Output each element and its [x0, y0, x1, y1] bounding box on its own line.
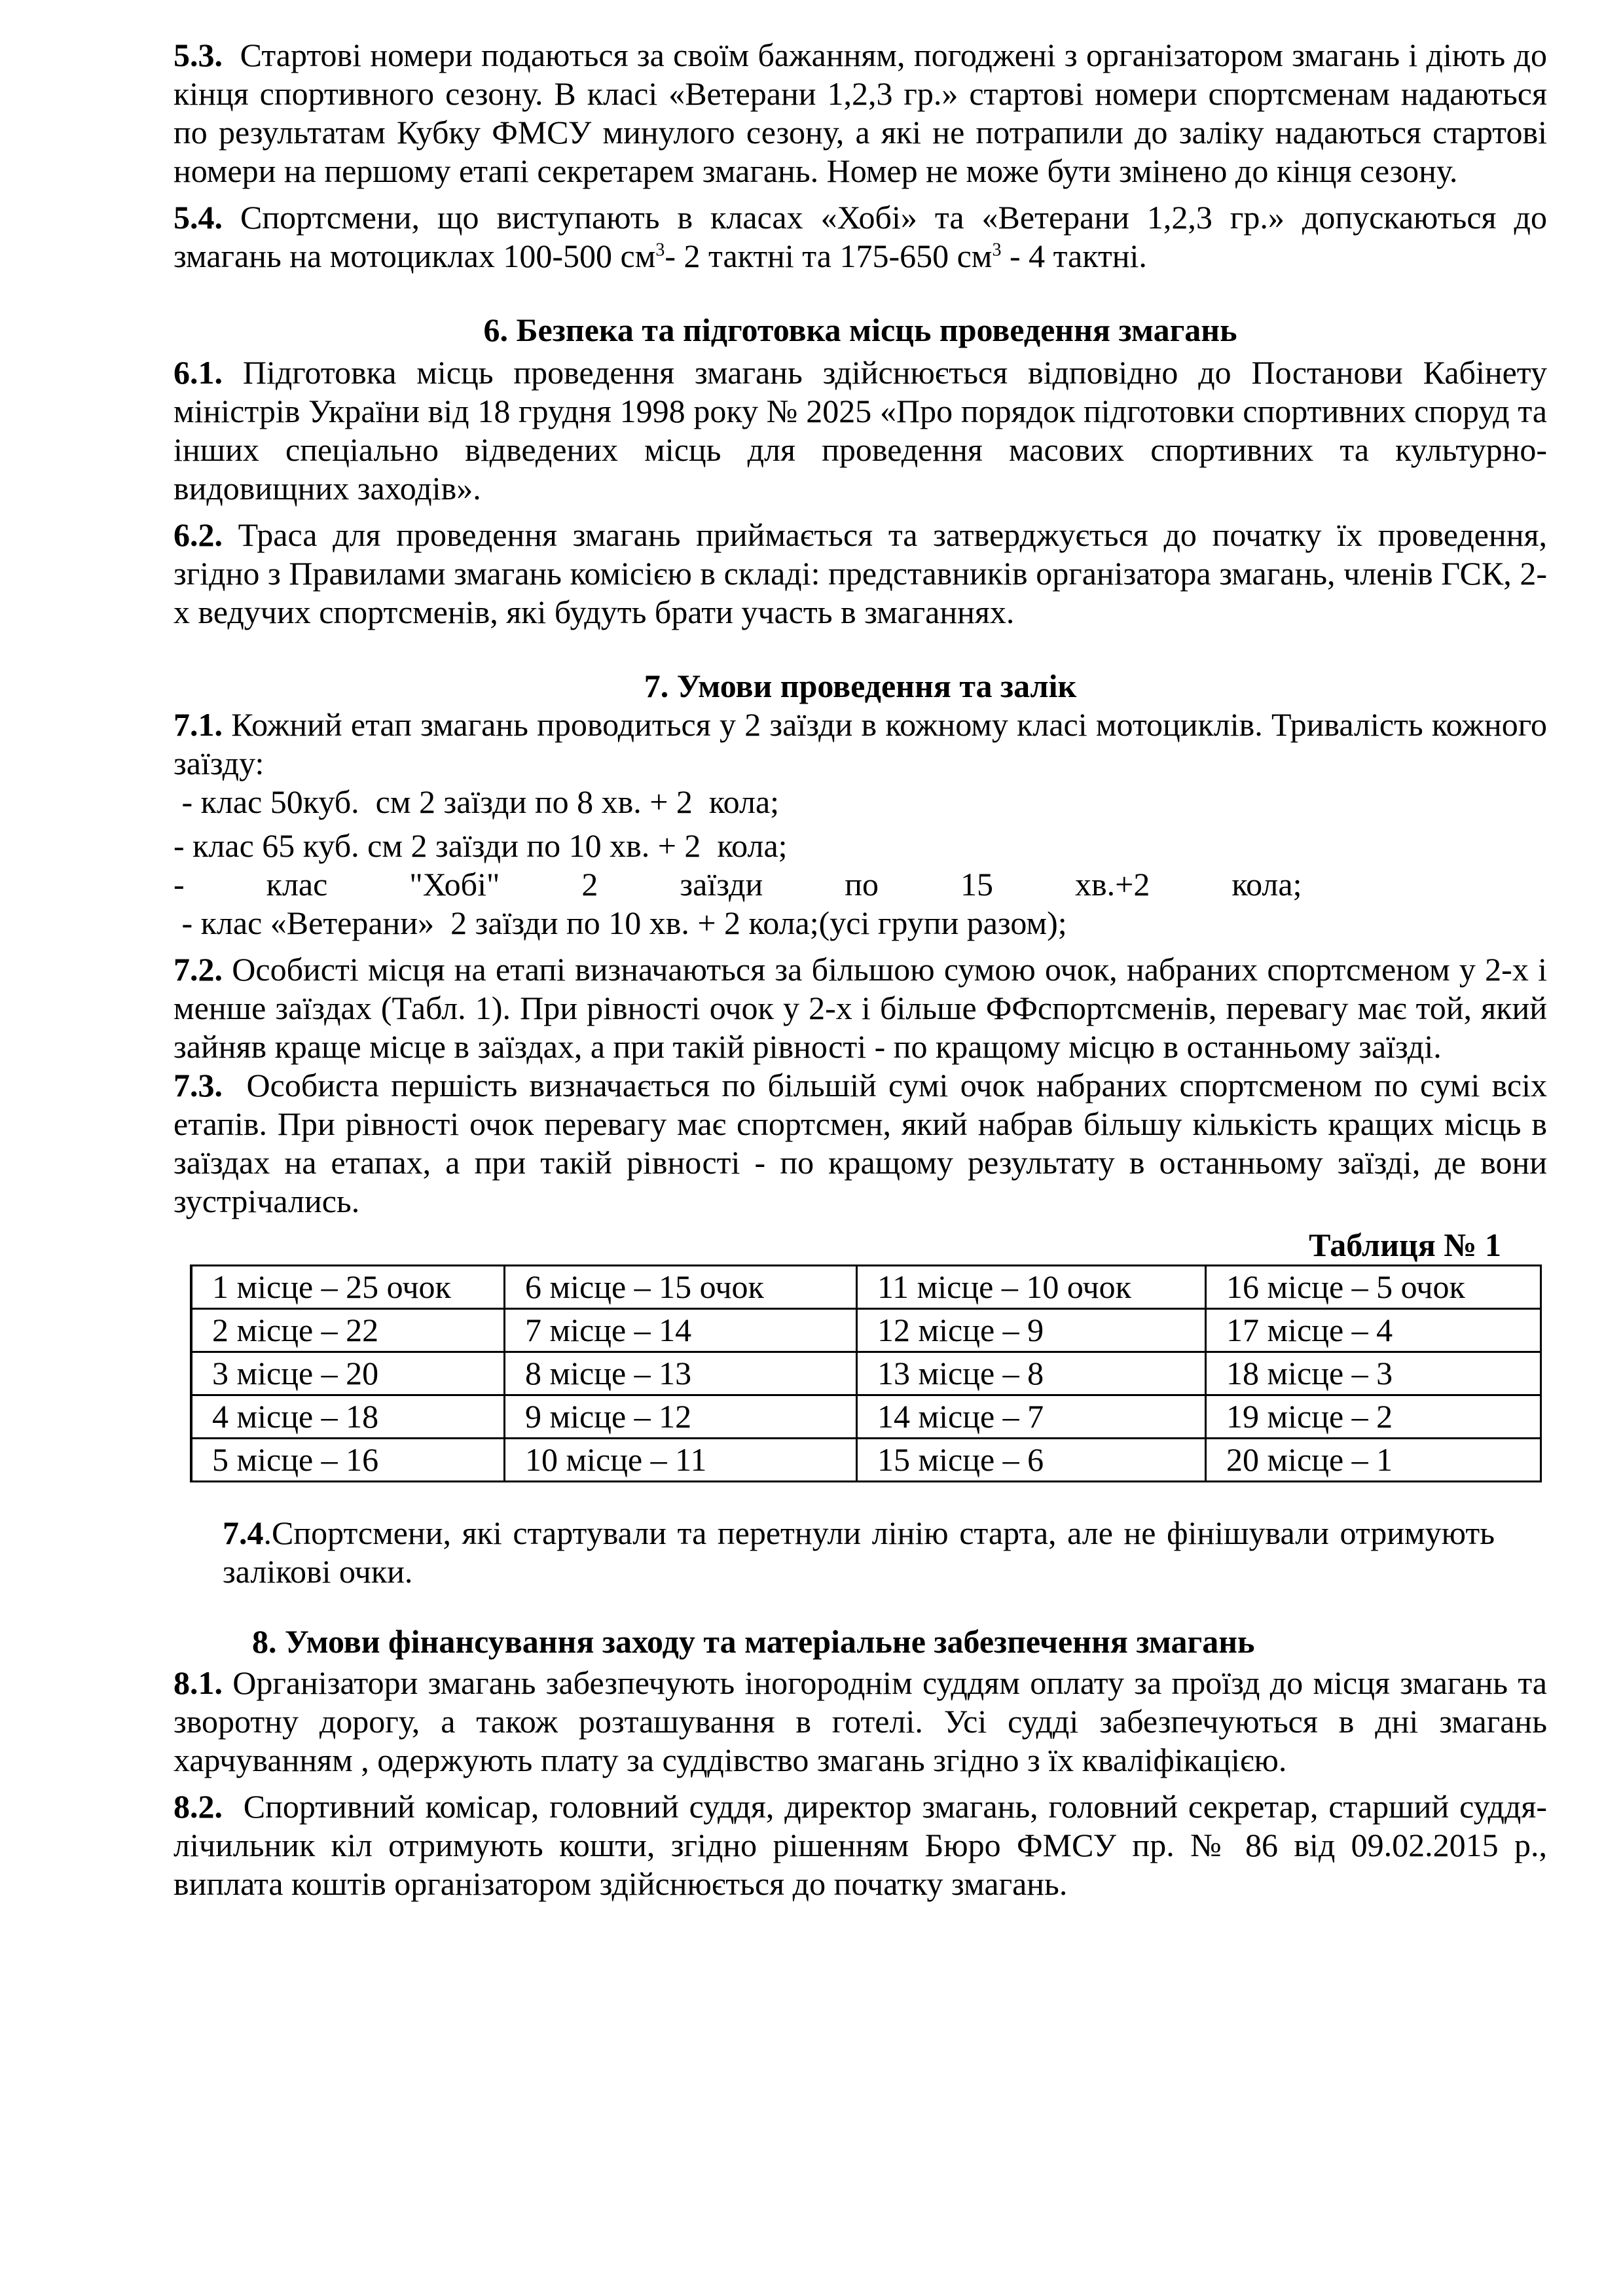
table-cell: 6 місце – 15 очок — [505, 1266, 857, 1309]
clause-7-2 — [173, 950, 1547, 1066]
table-cell: 3 місце – 20 — [191, 1352, 505, 1395]
clause-number: 7.3. — [173, 1067, 223, 1103]
clause-8-1 — [173, 1664, 1547, 1780]
clause-number: 5.4. — [173, 199, 223, 236]
table-cell: 15 місце – 6 — [857, 1439, 1206, 1482]
clause-8-2 — [173, 1787, 1547, 1903]
clause-text: .Спортсмени, які стартували та перетнули лінію старта, але не фінішували отримують залікові очки. — [223, 1515, 1495, 1590]
clause-text: Спортсмени, що виступають в класах «Хобі» та «Ветерани 1,2,3 гр.» допускаються до змагань на мотоциклах 100-500 см — [173, 199, 1547, 274]
table-cell: 9 місце – 12 — [505, 1395, 857, 1439]
table-row — [191, 1395, 1541, 1439]
clause-7-4 — [173, 1514, 1547, 1591]
clause-number: 7.1. — [173, 706, 223, 743]
table-cell: 14 місце – 7 — [857, 1395, 1206, 1439]
table-row — [191, 1352, 1541, 1395]
clause-text: Підготовка місць проведення змагань здійснюється відповідно до Постанови Кабінету міністрів України від 18 грудня 1998 року № 2025 «Про порядок підготовки спортивних споруд та інших спеціально відведених місць для проведення масових спортивних та культурно-видовищних заходів». — [173, 354, 1547, 507]
clause-text: Кожний етап змагань проводиться у 2 заїзди в кожному класі мотоциклів. Тривалість кожного заїзду: — [173, 706, 1547, 781]
table-caption: Таблиця № 1 — [1309, 1227, 1501, 1263]
section-heading-6: 6. Безпека та підготовка місць проведення змагань — [483, 312, 1237, 348]
table-cell: 7 місце – 14 — [505, 1309, 857, 1352]
table-cell: 11 місце – 10 очок — [857, 1266, 1206, 1309]
document-page — [173, 36, 1547, 1903]
superscript: 3 — [655, 240, 665, 260]
clause-number: 8.1. — [173, 1664, 223, 1701]
section-heading-7: 7. Умови проведення та залік — [644, 668, 1077, 704]
points-table — [190, 1265, 1542, 1482]
clause-5-3 — [173, 36, 1547, 190]
table-cell: 1 місце – 25 очок — [191, 1266, 505, 1309]
clause-text: Спортивний комісар, головний суддя, директор змагань, головний секретар, старший суддя-лічильник кіл отримують кошти, згідно рішенням Бюро ФМСУ пр. № 86 від 09.02.2015 р., виплата коштів організатором здійснюється до початку змагань. — [173, 1788, 1547, 1902]
table-cell: 17 місце – 4 — [1206, 1309, 1541, 1352]
clause-5-4 — [173, 198, 1547, 276]
class-duration-item: - клас "Хобі" 2 заїзди по 15 хв.+2 кола; — [173, 866, 1302, 903]
table-row — [191, 1439, 1541, 1482]
table-cell: 16 місце – 5 очок — [1206, 1266, 1541, 1309]
clause-text: Особисті місця на етапі визначаються за більшою сумою очок, набраних спортсменом у 2-х і менше заїздах (Табл. 1). При рівності очок у 2-х і більше ФФспортсменів, перевагу має той, який зайняв краще місце в заїздах, а при такій рівності - по кращому місцю в останньому заїзді. — [173, 951, 1547, 1065]
table-cell: 18 місце – 3 — [1206, 1352, 1541, 1395]
clause-text: - 2 тактні та 175-650 см — [665, 238, 993, 274]
section-heading-8: 8. Умови фінансування заходу та матеріальне забезпечення змагань — [252, 1623, 1255, 1660]
table-row — [191, 1309, 1541, 1352]
clause-text: Стартові номери подаються за своїм бажанням, погоджені з організатором змагань і діють до кінця спортивного сезону. В класі «Ветерани 1,2,3 гр.» стартові номери спортсменам надаються по результатам Кубку ФМСУ минулого сезону, а які не потрапили до заліку надаються стартові номери на першому етапі секретарем змагань. Номер не може бути змінено до кінця сезону. — [173, 37, 1547, 189]
superscript: 3 — [992, 240, 1002, 260]
clause-number: 5.3. — [173, 37, 223, 73]
clause-7-1 — [173, 706, 1547, 783]
clause-number: 6.2. — [173, 516, 223, 553]
class-duration-item: - клас 50куб. см 2 заїзди по 8 хв. + 2 кола; — [173, 783, 780, 820]
clause-6-2 — [173, 516, 1547, 632]
table-cell: 2 місце – 22 — [191, 1309, 505, 1352]
clause-number: 6.1. — [173, 354, 223, 391]
table-cell: 13 місце – 8 — [857, 1352, 1206, 1395]
table-cell: 10 місце – 11 — [505, 1439, 857, 1482]
clause-number: 8.2. — [173, 1788, 223, 1825]
clause-number: 7.2. — [173, 951, 223, 988]
table-cell: 4 місце – 18 — [191, 1395, 505, 1439]
class-duration-item: - клас 65 куб. см 2 заїзди по 10 хв. + 2 кола; — [173, 827, 788, 864]
clause-text: - 4 тактні. — [1001, 238, 1147, 274]
clause-text: Траса для проведення змагань приймається та затверджується до початку їх проведення, згідно з Правилами змагань комісією в складі: представників організатора змагань, членів ГСК, 2-х ведучих спортсменів, які будуть брати участь в змаганнях. — [173, 516, 1547, 630]
table-cell: 5 місце – 16 — [191, 1439, 505, 1482]
clause-number: 7.4 — [223, 1515, 264, 1551]
clause-6-1 — [173, 353, 1547, 508]
table-cell: 19 місце – 2 — [1206, 1395, 1541, 1439]
table-row — [191, 1266, 1541, 1309]
clause-text: Особиста першість визначається по більшій сумі очок набраних спортсменом по сумі всіх етапів. При рівності очок перевагу має спортсмен, який набрав більшу кількість кращих місць в заїздах на етапах, а при такій рівності - по кращому результату в останньому заїзді, де вони зустрічались. — [173, 1067, 1548, 1219]
clause-text: Організатори змагань забезпечують іногороднім суддям оплату за проїзд до місця змагань та зворотну дорогу, а також розташування в готелі. Усі судді забезпечуються в дні змагань харчуванням , одержують плату за суддівство змагань згідно з їх кваліфікацією. — [173, 1664, 1547, 1778]
class-duration-item: - клас «Ветерани» 2 заїзди по 10 хв. + 2 кола;(усі групи разом); — [173, 905, 1067, 941]
table-cell: 12 місце – 9 — [857, 1309, 1206, 1352]
table-cell: 8 місце – 13 — [505, 1352, 857, 1395]
table-cell: 20 місце – 1 — [1206, 1439, 1541, 1482]
clause-7-3 — [173, 1066, 1547, 1221]
